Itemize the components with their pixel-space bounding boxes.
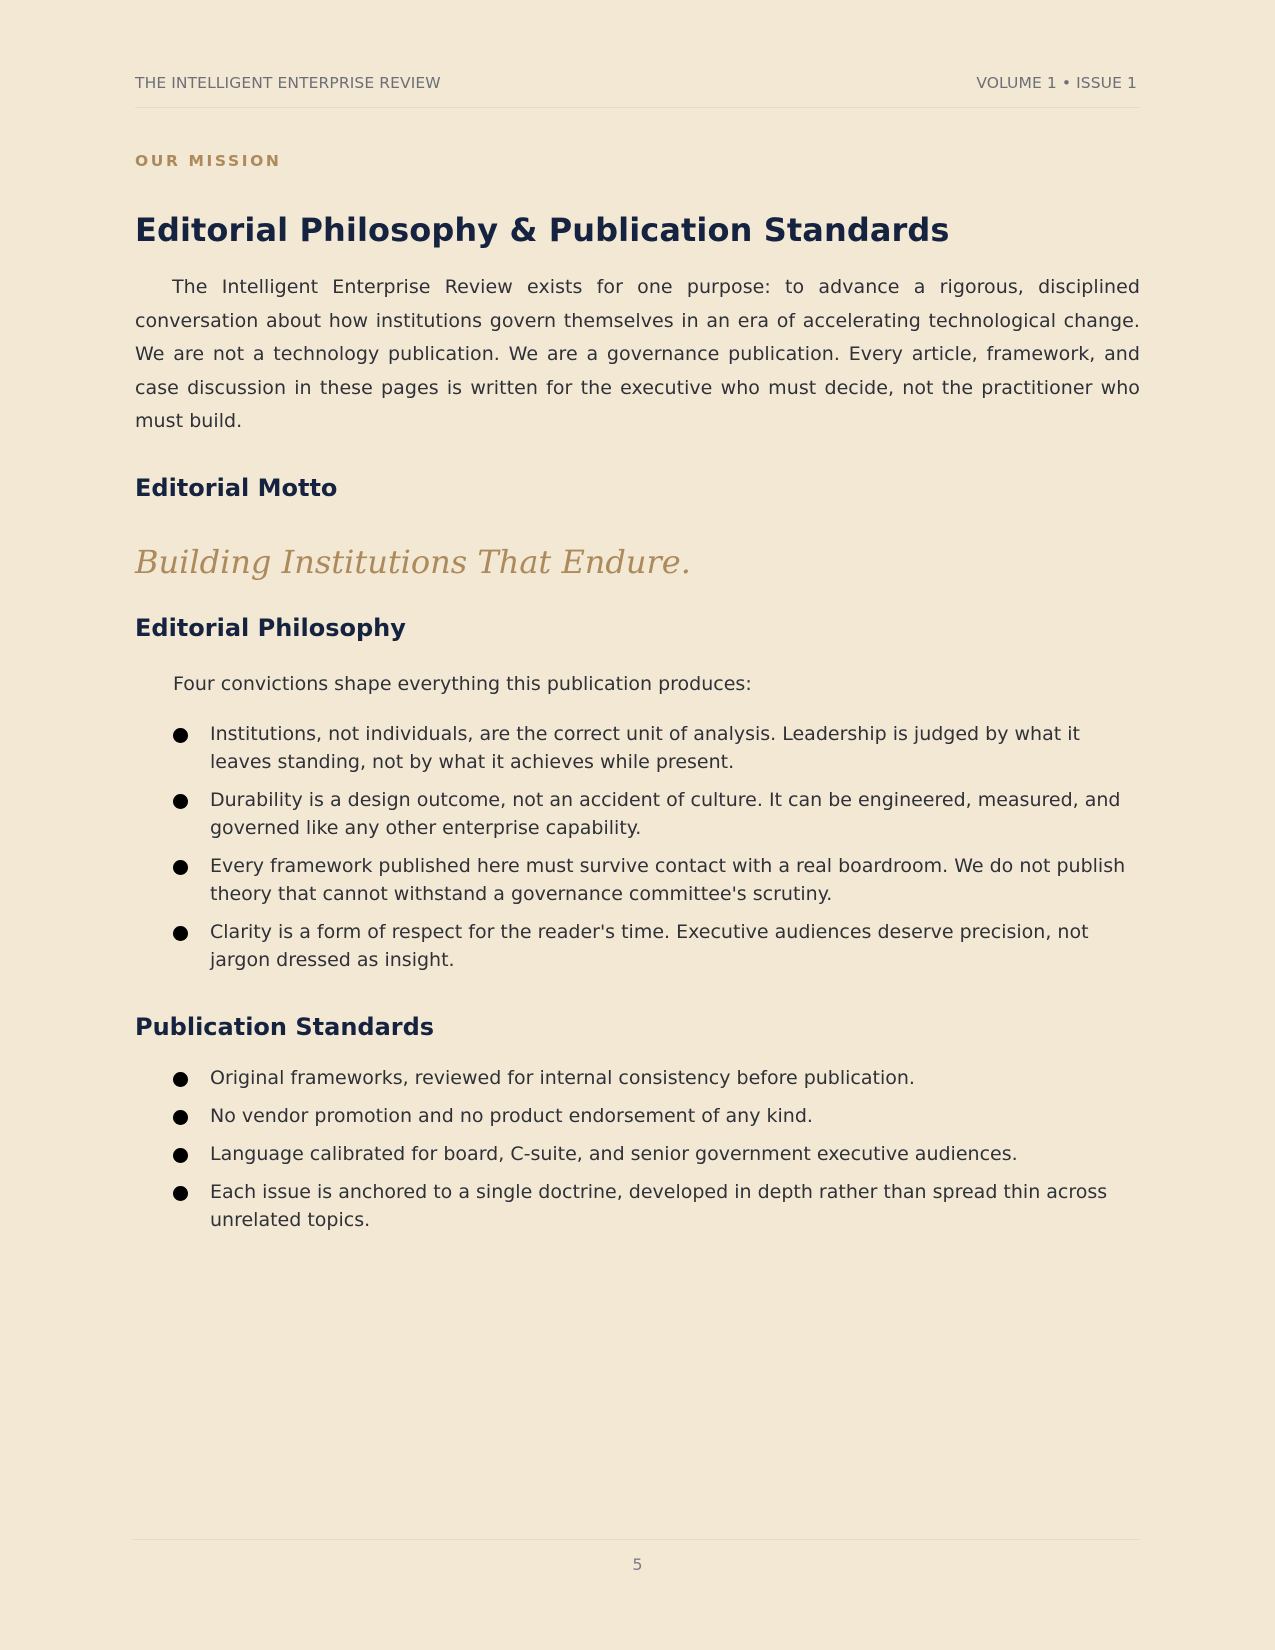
list-item xyxy=(135,852,1140,908)
bullet-icon xyxy=(173,1186,188,1201)
standards-list xyxy=(135,1064,1140,1244)
list-item xyxy=(135,1102,1140,1130)
intro-paragraph: The Intelligent Enterprise Review exists for one purpose: to advance a rigorous, disciplined conversation about how institutions govern themselves in an era of accelerating technological change. We are not a technology publication. We are a governance publication. Every article, framework, and case discussion in these pages is written for the executive who must decide, not the practitioner who must build. xyxy=(135,276,1140,432)
list-item xyxy=(135,786,1140,842)
list-item-text: Original frameworks, reviewed for internal consistency before publication. xyxy=(210,1067,915,1089)
page-title: Editorial Philosophy & Publication Standards xyxy=(135,211,950,249)
list-item xyxy=(135,720,1140,776)
list-item-text: Durability is a design outcome, not an accident of culture. It can be engineered, measured, and governed like any other enterprise capability. xyxy=(210,789,1121,839)
convictions-list xyxy=(135,720,1140,984)
philosophy-heading: Editorial Philosophy xyxy=(135,614,406,642)
publication-name: THE INTELLIGENT ENTERPRISE REVIEW xyxy=(135,74,441,92)
bullet-icon xyxy=(173,794,188,809)
bullet-icon xyxy=(173,728,188,743)
list-item-text: Institutions, not individuals, are the correct unit of analysis. Leadership is judged by what it leaves standing, not by what it achieves while present. xyxy=(210,723,1080,773)
list-item xyxy=(135,1064,1140,1092)
list-item-text: Every framework published here must survive contact with a real boardroom. We do not publish theory that cannot withstand a governance committee's scrutiny. xyxy=(210,855,1126,905)
motto-heading: Editorial Motto xyxy=(135,474,338,502)
bullet-icon xyxy=(173,1072,188,1087)
bullet-icon xyxy=(173,860,188,875)
issue-label: VOLUME 1 • ISSUE 1 xyxy=(976,74,1137,92)
editorial-motto: Building Institutions That Endure. xyxy=(135,543,691,581)
section-kicker: OUR MISSION xyxy=(135,152,282,170)
list-item-text: Clarity is a form of respect for the reader's time. Executive audiences deserve precision, not jargon dressed as insight. xyxy=(210,921,1089,971)
bullet-icon xyxy=(173,1110,188,1125)
list-item-text: No vendor promotion and no product endorsement of any kind. xyxy=(210,1105,813,1127)
list-item xyxy=(135,918,1140,974)
list-item-text: Language calibrated for board, C-suite, and senior government executive audiences. xyxy=(210,1143,1018,1165)
bullet-icon xyxy=(173,1148,188,1163)
list-item xyxy=(135,1178,1140,1234)
list-item-text: Each issue is anchored to a single doctrine, developed in depth rather than spread thin across unrelated topics. xyxy=(210,1181,1108,1231)
bullet-icon xyxy=(173,926,188,941)
running-header xyxy=(135,73,1140,108)
footer-divider xyxy=(133,1539,1140,1540)
page-number: 5 xyxy=(632,1555,643,1574)
philosophy-lead-in: Four convictions shape everything this publication produces: xyxy=(173,673,752,695)
document-page xyxy=(135,0,1140,1650)
standards-heading: Publication Standards xyxy=(135,1013,435,1041)
list-item xyxy=(135,1140,1140,1168)
